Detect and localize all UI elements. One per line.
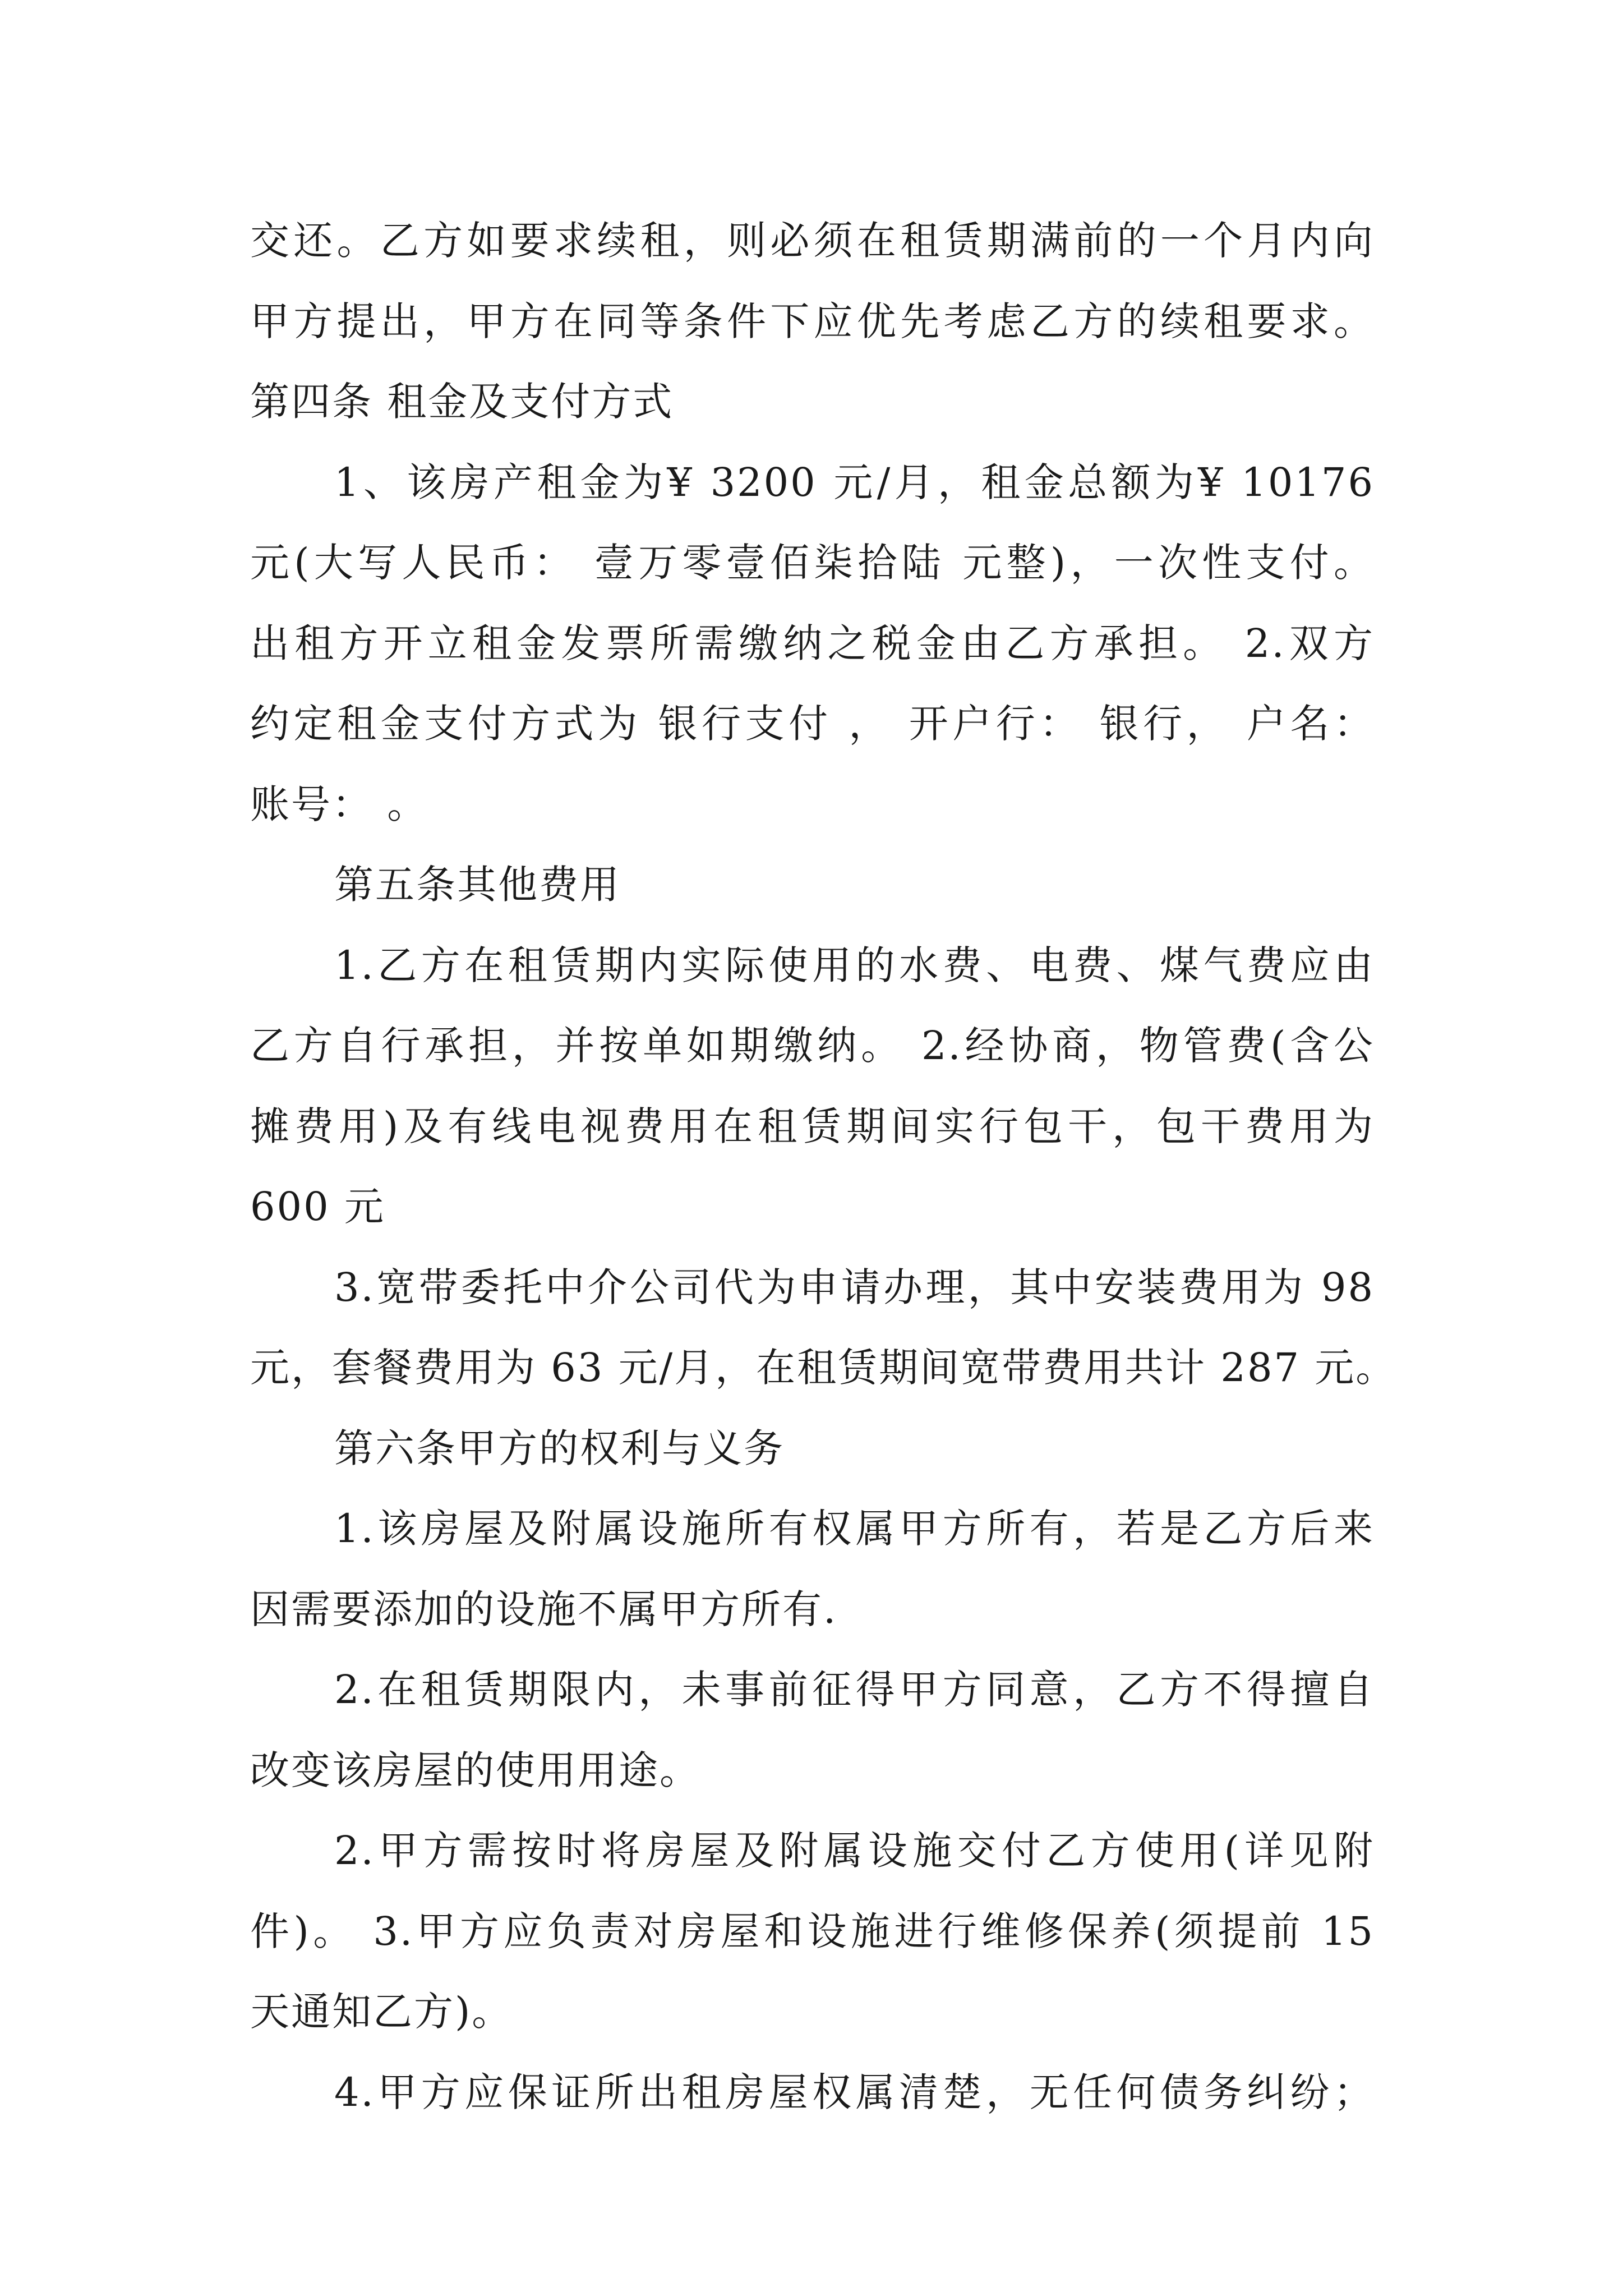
text-line: 乙方自行承担，并按单如期缴纳。 2.经协商，物管费(含公: [250, 1023, 1375, 1069]
text-line: 摊费用)及有线电视费用在租赁期间实行包干，包干费用为: [250, 1103, 1375, 1149]
text-line: 件)。 3.甲方应负责对房屋和设施进行维修保养(须提前 15: [250, 1908, 1375, 1954]
text-line: 天通知乙方)。: [250, 1989, 513, 2035]
text-line: 3.宽带委托中介公司代为申请办理，其中安装费用为 98: [334, 1264, 1375, 1310]
text-line: 改变该房屋的使用用途。: [250, 1747, 700, 1793]
text-line: 第五条其他费用: [334, 862, 621, 908]
text-line: 4.甲方应保证所出租房屋权属清楚，无任何债务纠纷；: [334, 2069, 1375, 2115]
text-line: 元(大写人民币： 壹万零壹佰柒拾陆 元整)，一次性支付。: [250, 540, 1375, 586]
text-line: 1.乙方在租赁期内实际使用的水费、电费、煤气费应由: [334, 942, 1375, 988]
text-line: 交还。乙方如要求续租，则必须在租赁期满前的一个月内向: [250, 218, 1375, 264]
text-line: 2.甲方需按时将房屋及附属设施交付乙方使用(详见附: [334, 1828, 1375, 1874]
text-line: 约定租金支付方式为 银行支付 ， 开户行： 银行， 户名：: [250, 701, 1375, 747]
text-line: 因需要添加的设施不属甲方所有.: [250, 1586, 838, 1632]
contract-body-text: [250, 201, 1397, 2133]
text-line: 出租方开立租金发票所需缴纳之税金由乙方承担。 2.双方: [250, 620, 1375, 666]
text-line: 元，套餐费用为 63 元/月，在租赁期间宽带费用共计 287 元。: [250, 1345, 1397, 1391]
text-line: 1、该房产租金为¥ 3200 元/月，租金总额为¥ 10176: [334, 459, 1375, 505]
text-line: 第六条甲方的权利与义务: [334, 1425, 785, 1471]
text-line: 第四条 租金及支付方式: [250, 379, 674, 425]
text-line: 1.该房屋及附属设施所有权属甲方所有，若是乙方后来: [334, 1506, 1375, 1552]
text-line: 2.在租赁期限内，未事前征得甲方同意，乙方不得擅自: [334, 1667, 1375, 1713]
text-line: 账号： 。: [250, 781, 428, 827]
text-line: 600 元: [250, 1184, 385, 1230]
text-line: 甲方提出，甲方在同等条件下应优先考虑乙方的续租要求。: [250, 298, 1375, 344]
